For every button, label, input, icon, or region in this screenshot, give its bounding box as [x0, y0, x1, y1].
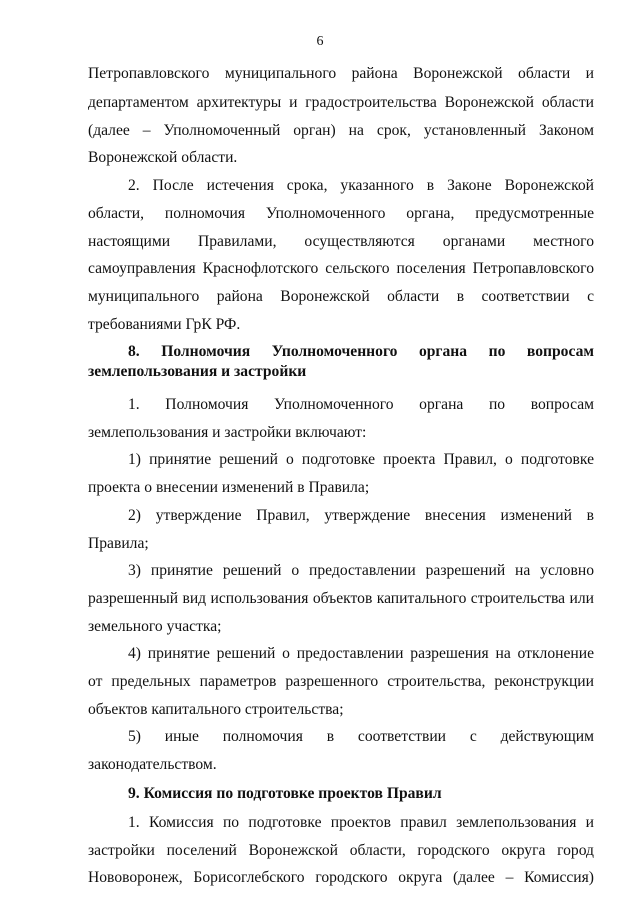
paragraph-line: 1. Комиссия по подготовке проектов правил землепользования и [128, 814, 594, 831]
paragraph-line: (далее – Уполномоченный орган) на срок, установленный Законом [88, 122, 594, 139]
section-heading: 8. Полномочия Уполномоченного органа по вопросам [128, 343, 594, 360]
list-item-line: 1) принятие решений о подготовке проекта Правил, о подготовке [128, 451, 594, 468]
paragraph-line: 2. После истечения срока, указанного в Законе Воронежской [128, 177, 594, 194]
section-heading: 9. Комиссия по подготовке проектов Правил [128, 785, 442, 802]
paragraph-line: муниципального района Воронежской области в соответствии с [88, 288, 594, 305]
list-item-line: 2) утверждение Правил, утверждение внесения изменений в [128, 507, 594, 524]
list-item-line: 3) принятие решений о предоставлении разрешений на условно [128, 562, 594, 579]
list-item-line: от предельных параметров разрешенного строительства, реконструкции [88, 673, 594, 690]
page-number: 6 [316, 34, 324, 49]
list-item-line: законодательством. [88, 756, 217, 773]
paragraph-line: департаментом архитектуры и градостроительства Воронежской области [88, 94, 594, 111]
paragraph-line: области, полномочия Уполномоченного органа, предусмотренные [88, 205, 594, 222]
section-heading: землепользования и застройки [88, 363, 307, 380]
paragraph-line: Нововоронеж, Борисоглебского городского округа (далее – Комиссия) [88, 869, 594, 886]
list-item-line: Правила; [88, 535, 149, 552]
paragraph-line: землепользования и застройки включают: [88, 424, 367, 441]
paragraph-line: требованиями ГрК РФ. [88, 316, 241, 333]
paragraph-line: застройки поселений Воронежской области, городского округа город [88, 842, 594, 859]
paragraph-line: Воронежской области. [88, 149, 238, 166]
paragraph-line: самоуправления Краснофлотского сельского поселения Петропавловского [88, 260, 594, 277]
list-item-line: земельного участка; [88, 618, 222, 635]
paragraph-line: 1. Полномочия Уполномоченного органа по вопросам [128, 396, 594, 413]
list-item-line: 4) принятие решений о предоставлении разрешения на отклонение [128, 645, 594, 662]
list-item-line: 5) иные полномочия в соответствии с действующим [128, 728, 594, 745]
list-item-line: разрешенный вид использования объектов капитального строительства или [88, 590, 594, 607]
paragraph-line: настоящими Правилами, осуществляются органами местного [88, 233, 594, 250]
paragraph-line: Петропавловского муниципального района Воронежской области и [88, 65, 594, 82]
list-item-line: проекта о внесении изменений в Правила; [88, 479, 370, 496]
list-item-line: объектов капитального строительства; [88, 701, 344, 718]
